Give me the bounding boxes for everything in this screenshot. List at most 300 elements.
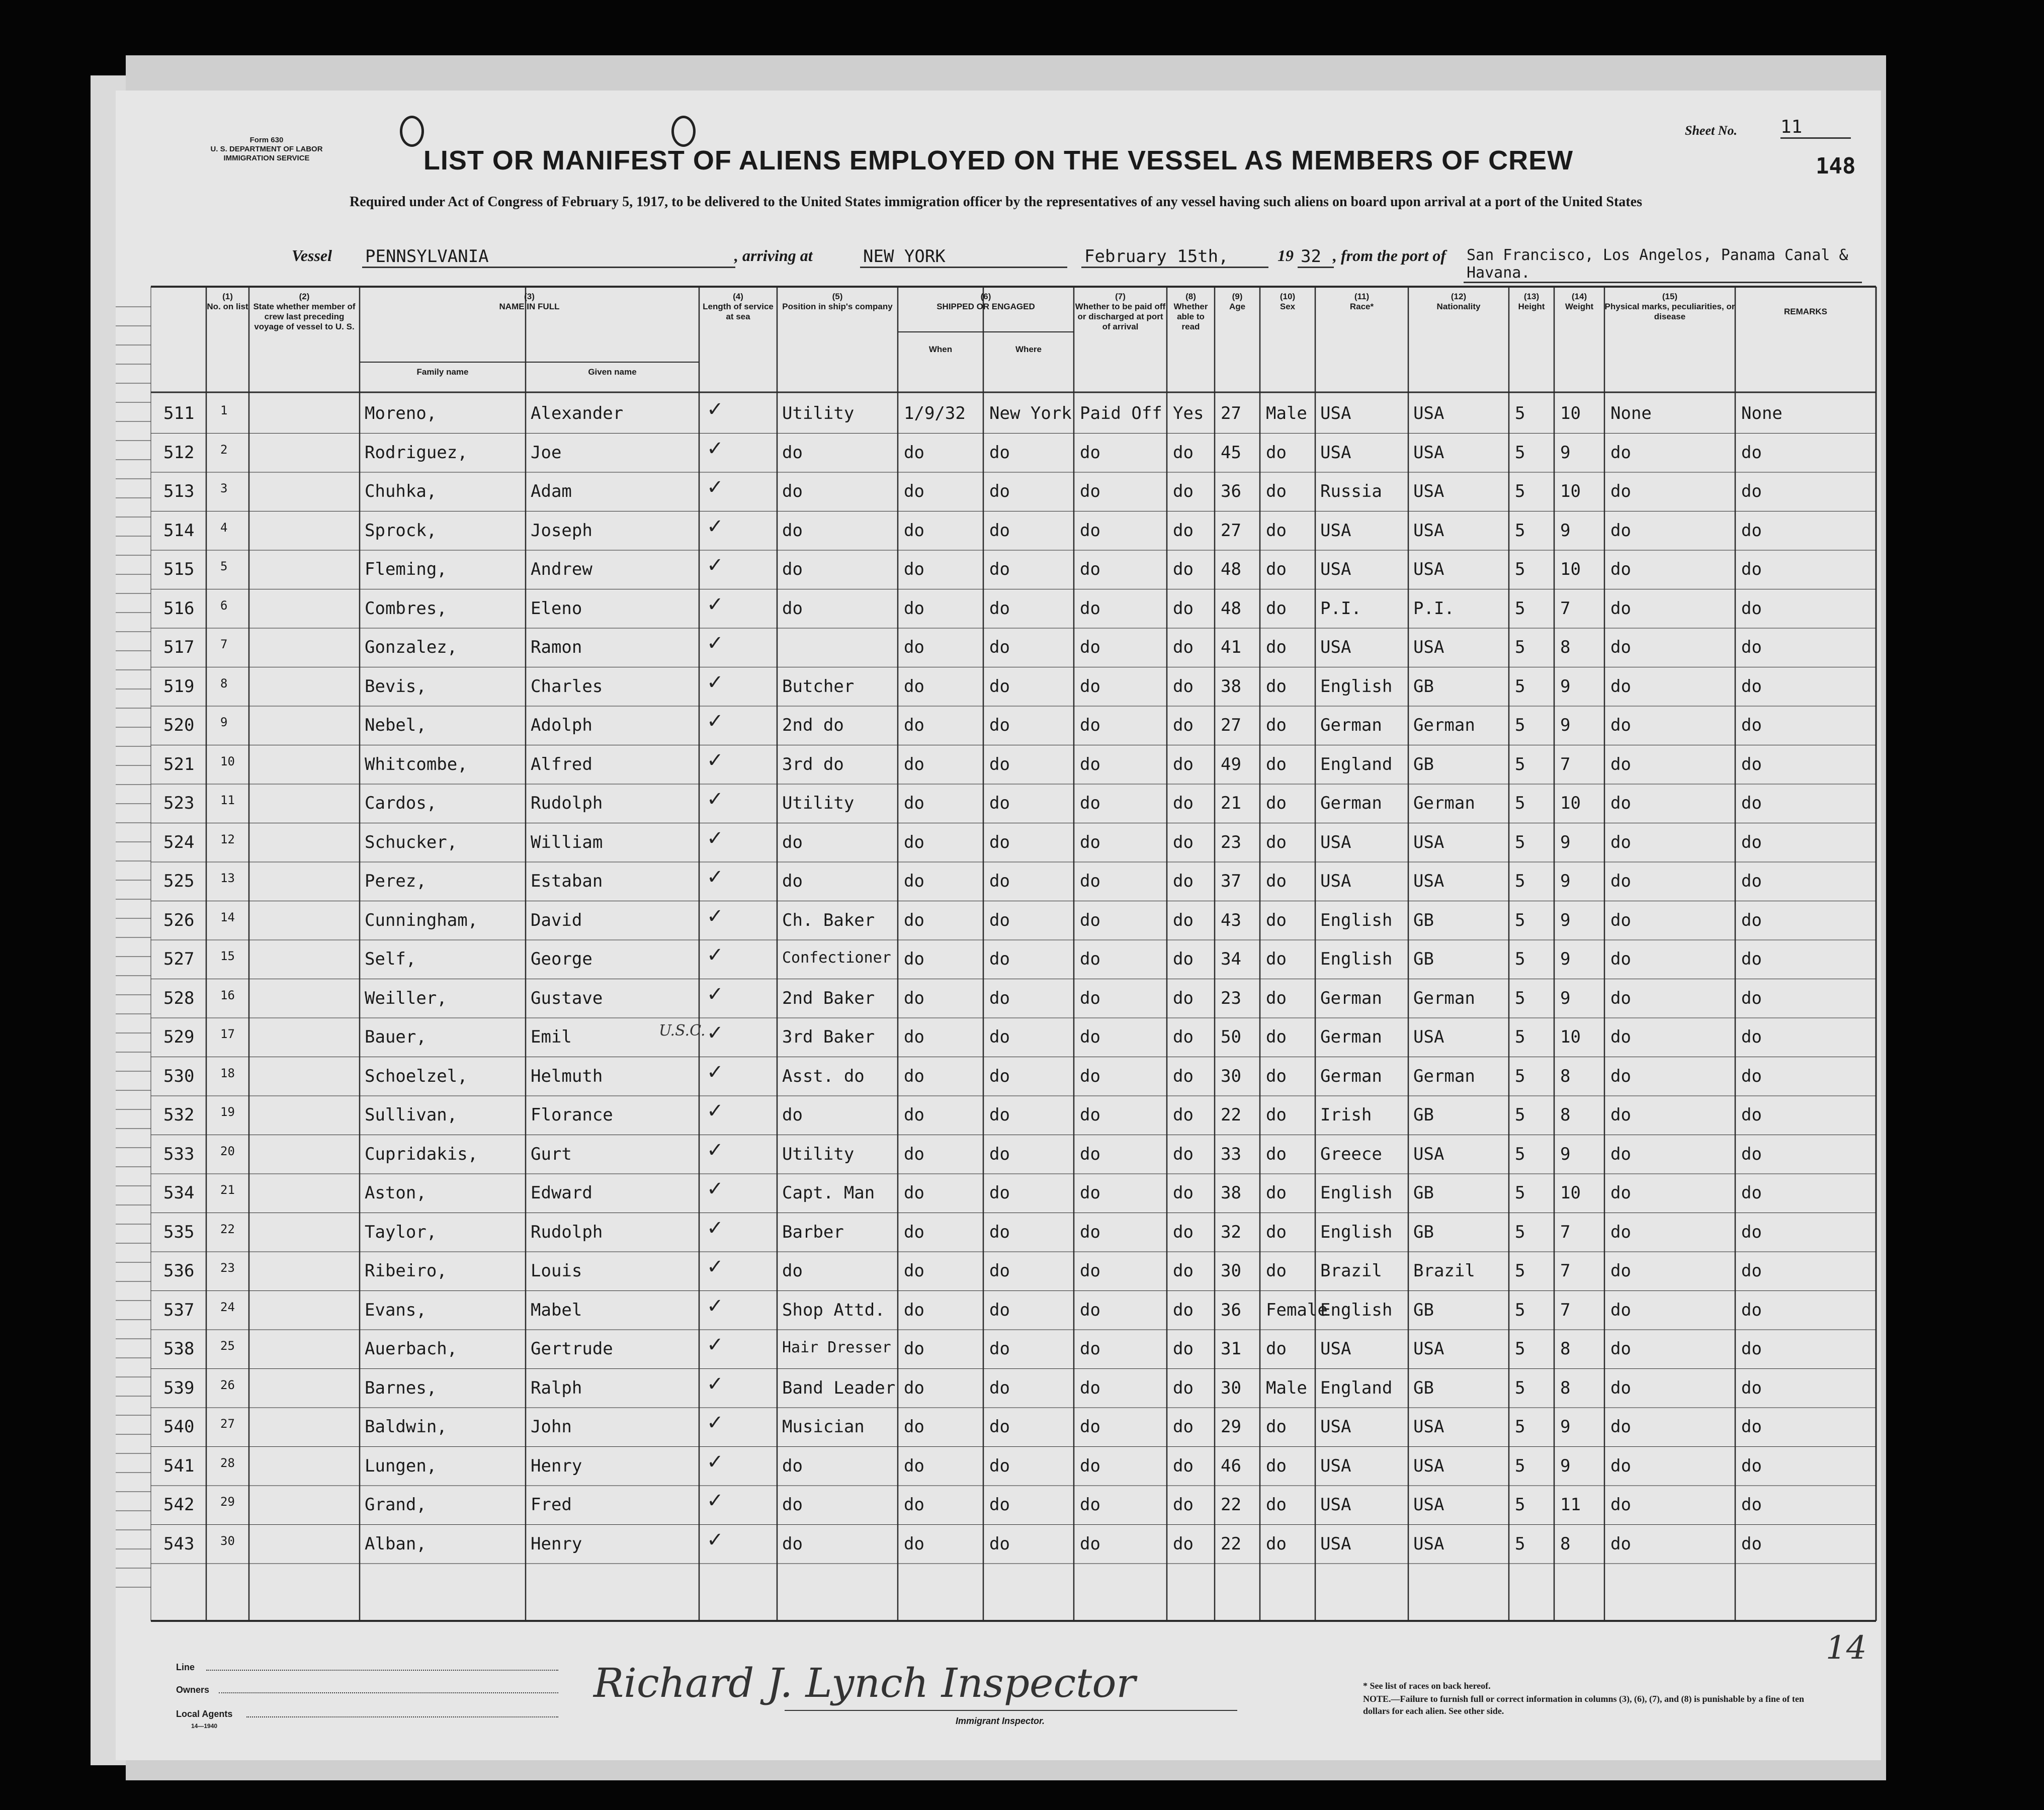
- cell-sex: do: [1266, 1455, 1287, 1476]
- cell-margin: 524: [163, 832, 195, 852]
- column-label: No. on list: [207, 302, 248, 311]
- cell-paid: do: [1080, 832, 1100, 852]
- cell-remarks: do: [1741, 637, 1762, 657]
- page-title: LIST OR MANIFEST OF ALIENS EMPLOYED ON THE VESSEL AS MEMBERS OF CREW: [423, 145, 1574, 176]
- cell-where: do: [989, 832, 1010, 852]
- cell-age: 41: [1221, 637, 1241, 657]
- cell-paid: do: [1080, 520, 1100, 541]
- cell-when: do: [904, 1261, 924, 1281]
- cell-marks: do: [1610, 871, 1631, 891]
- cell-read: do: [1173, 1495, 1194, 1515]
- cell-margin: 540: [163, 1417, 195, 1437]
- cell-where: do: [989, 988, 1010, 1008]
- cell-age: 23: [1221, 988, 1241, 1008]
- cell-sex: do: [1266, 1495, 1287, 1515]
- cell-age: 27: [1221, 403, 1241, 423]
- cell-position: Asst. do: [782, 1066, 865, 1086]
- cell-position: do: [782, 559, 803, 579]
- cell-no: 22: [220, 1222, 235, 1236]
- cell-race: English: [1320, 1183, 1393, 1203]
- header-able-to-read: [1167, 292, 1215, 387]
- cell-marks: do: [1610, 1377, 1631, 1398]
- header-when: [898, 344, 983, 365]
- cell-race: German: [1320, 1027, 1382, 1047]
- cell-race: USA: [1320, 403, 1351, 423]
- cell-family: Taylor,: [365, 1222, 437, 1242]
- cell-paid: do: [1080, 1144, 1100, 1164]
- cell-position: 2nd do: [782, 715, 844, 735]
- cell-read: do: [1173, 598, 1194, 619]
- cell-where: do: [989, 1027, 1010, 1047]
- cell-given: William: [531, 832, 603, 852]
- cell-paid: do: [1080, 1533, 1100, 1554]
- cell-where: do: [989, 637, 1010, 657]
- cell-age: 31: [1221, 1339, 1241, 1359]
- cell-family: Alban,: [365, 1533, 427, 1554]
- cell-where: do: [989, 1377, 1010, 1398]
- cell-paid: do: [1080, 1339, 1100, 1359]
- cell-nationality: USA: [1413, 637, 1444, 657]
- column-number: (7): [1115, 292, 1126, 301]
- column-label: Position in ship's company: [782, 302, 893, 311]
- cell-given: Fred: [531, 1495, 572, 1515]
- cell-when: do: [904, 949, 924, 969]
- cell-sex: do: [1266, 1183, 1287, 1203]
- cell-family: Whitcombe,: [365, 754, 468, 774]
- cell-weight: 8: [1560, 1066, 1571, 1086]
- cell-weight: 8: [1560, 1533, 1571, 1554]
- cell-no: 13: [220, 871, 235, 885]
- agents-label: Local Agents: [176, 1709, 233, 1719]
- cell-remarks: do: [1741, 754, 1762, 774]
- cell-age: 27: [1221, 715, 1241, 735]
- cell-no: 24: [220, 1300, 235, 1314]
- cell-paid: do: [1080, 1300, 1100, 1320]
- cell-where: do: [989, 1105, 1010, 1125]
- cell-no: 2: [220, 442, 228, 457]
- header-paid-off: [1074, 292, 1167, 387]
- header-age: [1215, 292, 1260, 387]
- cell-no: 20: [220, 1144, 235, 1158]
- cell-given: Florance: [531, 1105, 613, 1125]
- cell-no: 29: [220, 1495, 235, 1509]
- header-family-name: [360, 367, 526, 387]
- cell-height: 5: [1515, 1261, 1525, 1281]
- column-label: Age: [1229, 302, 1246, 311]
- cell-position: Capt. Man: [782, 1183, 875, 1203]
- department: U. S. DEPARTMENT OF LABOR: [210, 145, 323, 153]
- cell-position: do: [782, 1533, 803, 1554]
- cell-family: Chuhka,: [365, 481, 437, 501]
- cell-remarks: do: [1741, 988, 1762, 1008]
- cell-marks: do: [1610, 1300, 1631, 1320]
- cell-sex: do: [1266, 598, 1287, 619]
- cell-weight: 9: [1560, 1455, 1571, 1476]
- cell-nationality: USA: [1413, 520, 1444, 541]
- cell-given: Joseph: [531, 520, 592, 541]
- cell-age: 48: [1221, 598, 1241, 619]
- cell-age: 32: [1221, 1222, 1241, 1242]
- cell-read: do: [1173, 676, 1194, 697]
- cell-sex: do: [1266, 559, 1287, 579]
- cell-family: Aston,: [365, 1183, 427, 1203]
- cell-sex: do: [1266, 676, 1287, 697]
- cell-weight: 10: [1560, 559, 1581, 579]
- cell-given: George: [531, 949, 592, 969]
- cell-height: 5: [1515, 481, 1525, 501]
- cell-paid: do: [1080, 598, 1100, 619]
- cell-remarks: do: [1741, 481, 1762, 501]
- cell-read: do: [1173, 871, 1194, 891]
- line-field: [206, 1670, 558, 1671]
- cell-read: do: [1173, 1105, 1194, 1125]
- cell-paid: do: [1080, 754, 1100, 774]
- column-label: Whether to be paid off or discharged at port of arrival: [1075, 302, 1166, 331]
- cell-when: do: [904, 871, 924, 891]
- cell-where: do: [989, 1300, 1010, 1320]
- cell-position: do: [782, 1105, 803, 1125]
- cell-marks: do: [1610, 676, 1631, 697]
- cell-position: Utility: [782, 1144, 855, 1164]
- cell-race: German: [1320, 1066, 1382, 1086]
- cell-no: 16: [220, 988, 235, 1002]
- cell-weight: 9: [1560, 520, 1571, 541]
- cell-where: do: [989, 520, 1010, 541]
- cell-age: 37: [1221, 871, 1241, 891]
- check-mark-icon: ✓: [707, 1411, 724, 1434]
- cell-weight: 8: [1560, 1339, 1571, 1359]
- cell-family: Sullivan,: [365, 1105, 458, 1125]
- cell-weight: 8: [1560, 637, 1571, 657]
- cell-read: do: [1173, 559, 1194, 579]
- cell-age: 33: [1221, 1144, 1241, 1164]
- cell-race: English: [1320, 676, 1393, 697]
- cell-sex: do: [1266, 1066, 1287, 1086]
- owners-field: [219, 1692, 558, 1693]
- column-label: Nationality: [1436, 302, 1481, 311]
- cell-given: Mabel: [531, 1300, 582, 1320]
- cell-read: Yes: [1173, 403, 1204, 423]
- cell-given: Charles: [531, 676, 603, 697]
- cell-where: do: [989, 715, 1010, 735]
- cell-sex: do: [1266, 1339, 1287, 1359]
- cell-when: do: [904, 1066, 924, 1086]
- cell-marks: do: [1610, 1066, 1631, 1086]
- cell-position: 3rd do: [782, 754, 844, 774]
- cell-age: 23: [1221, 832, 1241, 852]
- cell-where: do: [989, 1183, 1010, 1203]
- cell-read: do: [1173, 1183, 1194, 1203]
- cell-family: Nebel,: [365, 715, 427, 735]
- inspector-signature: Richard J. Lynch Inspector: [593, 1660, 1136, 1706]
- cell-sex: do: [1266, 1222, 1287, 1242]
- cell-marks: do: [1610, 559, 1631, 579]
- column-number: (4): [733, 292, 743, 301]
- cell-family: Baldwin,: [365, 1417, 447, 1437]
- cell-sex: do: [1266, 1261, 1287, 1281]
- cell-race: USA: [1320, 1533, 1351, 1554]
- cell-read: do: [1173, 520, 1194, 541]
- cell-race: German: [1320, 793, 1382, 813]
- cell-age: 45: [1221, 442, 1241, 463]
- cell-remarks: do: [1741, 1222, 1762, 1242]
- cell-when: do: [904, 637, 924, 657]
- cell-when: do: [904, 1455, 924, 1476]
- penalty-note: NOTE.—Failure to furnish full or correct information in columns (3), (6), (7), and (8) is punishable by a fine of ten dollars for each alien. See other side.: [1363, 1694, 1805, 1716]
- cell-when: do: [904, 442, 924, 463]
- cell-nationality: USA: [1413, 871, 1444, 891]
- cell-age: 30: [1221, 1377, 1241, 1398]
- cell-position: do: [782, 1261, 803, 1281]
- cell-sex: do: [1266, 1105, 1287, 1125]
- cell-remarks: do: [1741, 676, 1762, 697]
- cell-margin: 541: [163, 1455, 195, 1476]
- cell-height: 5: [1515, 1533, 1525, 1554]
- cell-read: do: [1173, 1377, 1194, 1398]
- column-label: Physical marks, peculiarities, or disease: [1604, 302, 1735, 321]
- cell-when: do: [904, 676, 924, 697]
- cell-sex: Male: [1266, 403, 1307, 423]
- cell-nationality: GB: [1413, 1377, 1434, 1398]
- cell-marks: do: [1610, 949, 1631, 969]
- cell-age: 30: [1221, 1066, 1241, 1086]
- cell-race: England: [1320, 754, 1393, 774]
- cell-sex: do: [1266, 715, 1287, 735]
- cell-weight: 7: [1560, 1222, 1571, 1242]
- cell-remarks: do: [1741, 1417, 1762, 1437]
- check-mark-icon: ✓: [707, 398, 724, 420]
- cell-paid: do: [1080, 1417, 1100, 1437]
- cell-when: do: [904, 1105, 924, 1125]
- cell-position: Utility: [782, 793, 855, 813]
- cell-read: do: [1173, 793, 1194, 813]
- check-mark-icon: ✓: [707, 1489, 724, 1512]
- cell-race: USA: [1320, 871, 1351, 891]
- cell-family: Sprock,: [365, 520, 437, 541]
- cell-marks: do: [1610, 637, 1631, 657]
- check-mark-icon: ✓: [707, 1450, 724, 1473]
- cell-marks: do: [1610, 598, 1631, 619]
- check-mark-icon: ✓: [707, 788, 724, 810]
- year-suffix: 32: [1298, 246, 1334, 268]
- from-label: , from the port of: [1333, 246, 1446, 265]
- cell-given: Emil: [531, 1027, 572, 1047]
- column-number: (3): [524, 292, 535, 301]
- page-mark: 14: [1826, 1629, 1867, 1667]
- cell-nationality: GB: [1413, 1183, 1434, 1203]
- cell-margin: 513: [163, 481, 195, 501]
- cell-position: do: [782, 832, 803, 852]
- cell-margin: 533: [163, 1144, 195, 1164]
- cell-where: do: [989, 1261, 1010, 1281]
- check-mark-icon: ✓: [707, 1372, 724, 1395]
- cell-family: Lungen,: [365, 1455, 437, 1476]
- cell-sex: do: [1266, 1027, 1287, 1047]
- cell-where: do: [989, 1144, 1010, 1164]
- cell-family: Fleming,: [365, 559, 447, 579]
- cell-when: do: [904, 1300, 924, 1320]
- cell-weight: 9: [1560, 442, 1571, 463]
- owners-label: Owners: [176, 1685, 210, 1695]
- sheet-no-label: Sheet No.: [1685, 123, 1737, 138]
- cell-position: Hair Dresser: [782, 1339, 891, 1356]
- cell-when: do: [904, 559, 924, 579]
- cell-sex: do: [1266, 637, 1287, 657]
- cell-no: 27: [220, 1417, 235, 1431]
- cell-nationality: GB: [1413, 1105, 1434, 1125]
- cell-age: 38: [1221, 1183, 1241, 1203]
- cell-margin: 511: [163, 403, 195, 423]
- cell-race: English: [1320, 949, 1393, 969]
- column-number: (14): [1571, 292, 1587, 301]
- cell-marks: do: [1610, 832, 1631, 852]
- cell-age: 27: [1221, 520, 1241, 541]
- cell-age: 36: [1221, 1300, 1241, 1320]
- cell-weight: 9: [1560, 832, 1571, 852]
- cell-remarks: do: [1741, 1377, 1762, 1398]
- check-mark-icon: ✓: [707, 1021, 724, 1044]
- cell-no: 17: [220, 1027, 235, 1041]
- cell-when: do: [904, 598, 924, 619]
- cell-when: do: [904, 715, 924, 735]
- cell-race: German: [1320, 715, 1382, 735]
- header-length-of-service: [699, 292, 777, 387]
- check-mark-icon: ✓: [707, 476, 724, 498]
- cell-where: do: [989, 1455, 1010, 1476]
- cell-age: 22: [1221, 1105, 1241, 1125]
- cell-nationality: USA: [1413, 832, 1444, 852]
- header-physical-marks: [1604, 292, 1735, 387]
- cell-given: Eleno: [531, 598, 582, 619]
- cell-weight: 8: [1560, 1377, 1571, 1398]
- header-nationality: [1408, 292, 1509, 387]
- cell-weight: 9: [1560, 1144, 1571, 1164]
- cell-nationality: USA: [1413, 481, 1444, 501]
- check-mark-icon: ✓: [707, 826, 724, 849]
- header-sex: [1260, 292, 1315, 387]
- cell-age: 38: [1221, 676, 1241, 697]
- cell-paid: do: [1080, 988, 1100, 1008]
- from-port: San Francisco, Los Angelos, Panama Canal & Havana.: [1464, 246, 1862, 283]
- cell-remarks: do: [1741, 1105, 1762, 1125]
- cell-margin: 527: [163, 949, 195, 969]
- cell-marks: do: [1610, 988, 1631, 1008]
- cell-margin: 517: [163, 637, 195, 657]
- cell-given: Ramon: [531, 637, 582, 657]
- cell-paid: do: [1080, 1183, 1100, 1203]
- cell-no: 7: [220, 637, 228, 651]
- cell-margin: 539: [163, 1377, 195, 1398]
- cell-paid: do: [1080, 481, 1100, 501]
- cell-nationality: USA: [1413, 1144, 1444, 1164]
- cell-height: 5: [1515, 559, 1525, 579]
- cell-position: do: [782, 871, 803, 891]
- cell-height: 5: [1515, 403, 1525, 423]
- cell-no: 10: [220, 754, 235, 768]
- cell-height: 5: [1515, 949, 1525, 969]
- cell-marks: do: [1610, 1339, 1631, 1359]
- column-number: (12): [1451, 292, 1467, 301]
- column-number: (15): [1662, 292, 1678, 301]
- cell-age: 30: [1221, 1261, 1241, 1281]
- cell-remarks: do: [1741, 1455, 1762, 1476]
- check-mark-icon: ✓: [707, 437, 724, 460]
- cell-when: do: [904, 481, 924, 501]
- cell-given: Rudolph: [531, 793, 603, 813]
- cell-given: Alexander: [531, 403, 624, 423]
- cell-position: do: [782, 1495, 803, 1515]
- cell-no: 25: [220, 1339, 235, 1353]
- cell-remarks: do: [1741, 1533, 1762, 1554]
- cell-no: 21: [220, 1183, 235, 1197]
- cell-margin: 532: [163, 1105, 195, 1125]
- cell-remarks: do: [1741, 1339, 1762, 1359]
- cell-nationality: USA: [1413, 559, 1444, 579]
- cell-position: Ch. Baker: [782, 910, 875, 930]
- cell-sex: do: [1266, 871, 1287, 891]
- cell-given: Gurt: [531, 1144, 572, 1164]
- column-number: (5): [832, 292, 843, 301]
- cell-paid: Paid Off: [1080, 403, 1162, 423]
- check-mark-icon: ✓: [707, 1333, 724, 1356]
- cell-height: 5: [1515, 910, 1525, 930]
- cell-no: 5: [220, 559, 228, 573]
- cell-age: 22: [1221, 1533, 1241, 1554]
- cell-position: Barber: [782, 1222, 844, 1242]
- cell-when: do: [904, 1222, 924, 1242]
- cell-race: P.I.: [1320, 598, 1361, 619]
- cell-weight: 9: [1560, 988, 1571, 1008]
- cell-given: Gustave: [531, 988, 603, 1008]
- cell-nationality: GB: [1413, 754, 1434, 774]
- cell-family: Perez,: [365, 871, 427, 891]
- cell-given: John: [531, 1417, 572, 1437]
- cell-height: 5: [1515, 754, 1525, 774]
- cell-marks: do: [1610, 1144, 1631, 1164]
- cell-position: do: [782, 1455, 803, 1476]
- cell-when: do: [904, 988, 924, 1008]
- cell-family: Cunningham,: [365, 910, 478, 930]
- inspector-label: Immigrant Inspector.: [956, 1716, 1045, 1726]
- column-number: (6): [980, 292, 991, 301]
- cell-weight: 10: [1560, 1183, 1581, 1203]
- cell-given: David: [531, 910, 582, 930]
- cell-when: do: [904, 1027, 924, 1047]
- cell-marks: do: [1610, 1417, 1631, 1437]
- cell-paid: do: [1080, 1377, 1100, 1398]
- cell-given: Helmuth: [531, 1066, 603, 1086]
- cell-given: Alfred: [531, 754, 592, 774]
- sheet-no-value: 11: [1780, 117, 1851, 139]
- cell-nationality: USA: [1413, 1495, 1444, 1515]
- column-label: When: [928, 344, 953, 354]
- cell-when: do: [904, 1377, 924, 1398]
- cell-given: Joe: [531, 442, 562, 463]
- cell-read: do: [1173, 754, 1194, 774]
- cell-age: 49: [1221, 754, 1241, 774]
- cell-position: Musician: [782, 1417, 865, 1437]
- cell-height: 5: [1515, 442, 1525, 463]
- cell-when: do: [904, 832, 924, 852]
- cell-paid: do: [1080, 949, 1100, 969]
- cell-family: Schucker,: [365, 832, 458, 852]
- cell-sex: Male: [1266, 1377, 1307, 1398]
- cell-position: do: [782, 442, 803, 463]
- service: IMMIGRATION SERVICE: [223, 154, 310, 162]
- column-label: Given name: [588, 367, 637, 377]
- cell-position: Band Leader: [782, 1377, 896, 1398]
- cell-margin: 536: [163, 1261, 195, 1281]
